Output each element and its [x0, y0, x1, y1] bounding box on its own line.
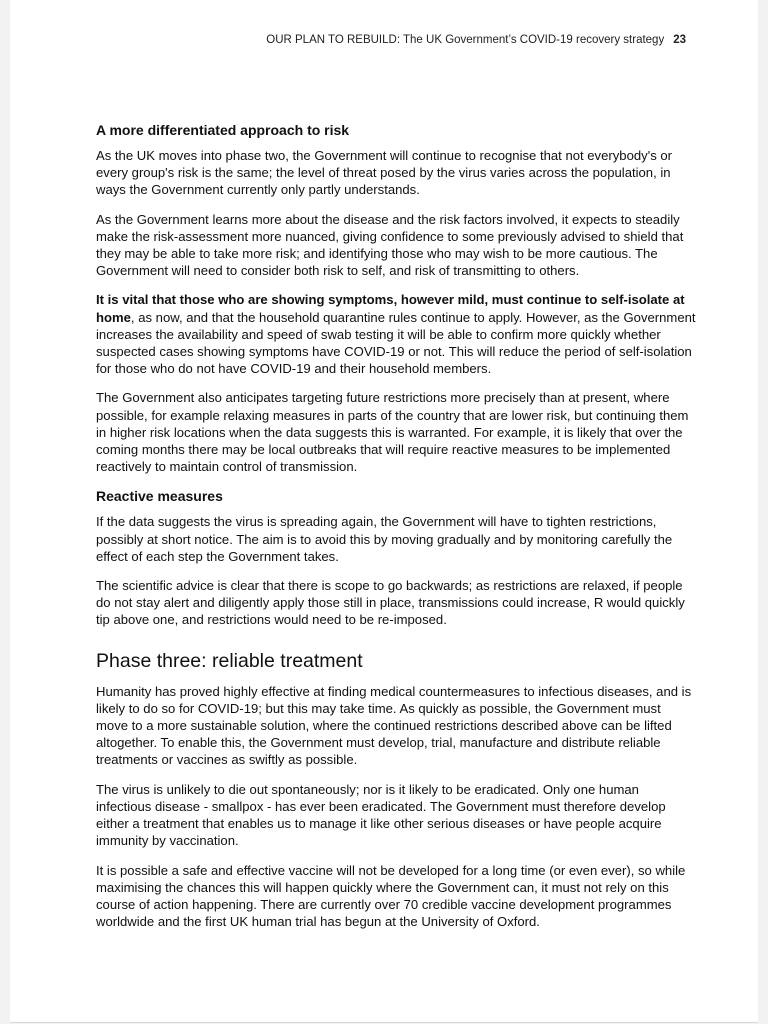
paragraph: The Government also anticipates targeting future restrictions more precisely than at present, where possible, for example relaxing measures in parts of the country that are lower risk, but continuing them in higher risk locations when the data suggests this is warranted. For example, it is likely that over the coming months there may be local outbreaks that will require reactive measures to be implemented reactively to maintain control of transmission.: [96, 390, 689, 475]
paragraph-text: , as now, and that the household quarantine rules continue to apply. However, as the Government increases the availability and speed of swab testing it will be able to confirm more quickly whether suspected cases showing symptoms have COVID-19 or not. This will reduce the period of self-isolation for those who do not have COVID-19 and their household members.: [96, 309, 696, 377]
paragraph: The scientific advice is clear that there is scope to go backwards; as restrictions are relaxed, if people do not stay alert and diligently apply those still in place, transmissions could increase, R would quickly tip above one, and restrictions would need to be re-imposed.: [96, 578, 685, 628]
running-header: [266, 34, 686, 46]
paragraph: It is possible a safe and effective vaccine will not be developed for a long time (or even ever), so while maximising the chances this will happen quickly where the Government can, it must not rely on this course of action happening. There are currently over 70 credible vaccine development programmes worldwide and the first UK human trial has begun at the University of Oxford.: [96, 862, 686, 930]
section-heading-phase-three: Phase three: reliable treatment: [96, 649, 363, 672]
section-heading-reactive-measures: Reactive measures: [96, 488, 223, 505]
document-title: OUR PLAN TO REBUILD: The UK Government’s COVID-19 recovery strategy: [266, 34, 665, 46]
page-number: 23: [673, 34, 686, 46]
bold-emphasis: It is vital that those who are showing symptoms, however mild, must continue to self-isolate at home: [96, 292, 685, 325]
page-content: [96, 121, 696, 942]
paragraph: If the data suggests the virus is spreading again, the Government will have to tighten restrictions, possibly at short notice. The aim is to avoid this by moving gradually and by monitoring carefully the effect of each step the Government takes.: [96, 514, 673, 564]
document-page: [10, 0, 758, 1023]
paragraph: The virus is unlikely to die out spontaneously; nor is it likely to be eradicated. Only one human infectious disease - smallpox - has ever been eradicated. The Government must therefore develop either a treatment that enables us to manage it like other serious diseases or have people acquire immunity by vaccination.: [96, 781, 666, 849]
paragraph: As the Government learns more about the disease and the risk factors involved, it expects to steadily make the risk-assessment more nuanced, giving confidence to some previously advised to shield that they may be able to take more risk; and identifying those who may wish to be more cautious. The Government will need to consider both risk to self, and risk of transmitting to others.: [96, 211, 684, 279]
paragraph: Humanity has proved highly effective at finding medical countermeasures to infectious diseases, and is likely to do so for COVID-19; but this may take time. As quickly as possible, the Government must move to a more sustainable solution, where the continued restrictions described above can be lifted altogether. To enable this, the Government must develop, trial, manufacture and distribute reliable treatments or vaccines as swiftly as possible.: [96, 683, 692, 768]
paragraph: [96, 291, 696, 377]
section-heading-differentiated-risk: A more differentiated approach to risk: [96, 122, 350, 138]
paragraph: As the UK moves into phase two, the Government will continue to recognise that not everybody's or every group's risk is the same; the level of threat posed by the virus varies across the population, in ways the Government currently only partly understands.: [96, 148, 673, 198]
